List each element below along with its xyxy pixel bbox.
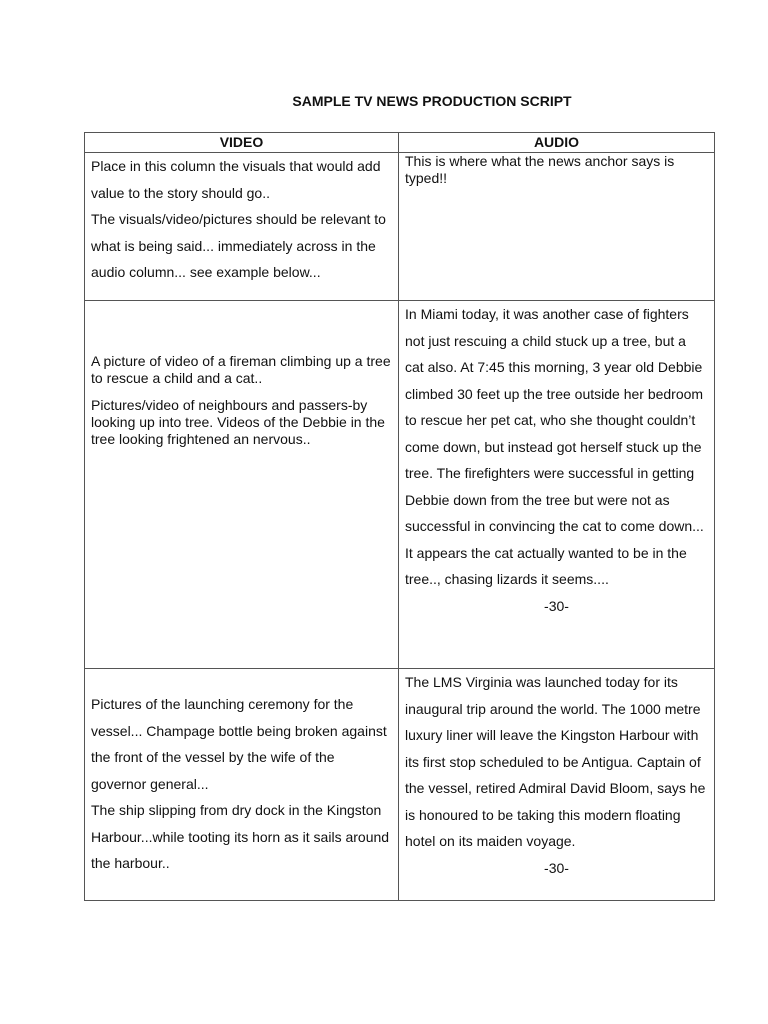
end-marker: -30- xyxy=(544,597,569,614)
page-title: SAMPLE TV NEWS PRODUCTION SCRIPT xyxy=(292,93,572,109)
audio-text: In Miami today, it was another case of fighters not just rescuing a child stuck up a tree, but a cat also. At 7:45 this morning, 3 year old Debbie climbed 30 feet up the tree outside her bedroom to rescue her pet cat, who she thought couldn’t come down, but instead got herself stuck up the tree. The firefighters were successful in getting Debbie down from the tree but were not as successful in convincing the cat to come down... It appears the cat actually wanted to be in the tree.., chasing lizards it seems.... xyxy=(405,306,704,587)
header-row xyxy=(85,133,715,153)
video-text: The visuals/video/pictures should be relevant to what is being said... immediately across in the audio column... see example below... xyxy=(91,211,386,280)
video-text: A picture of video of a fireman climbing up a tree to rescue a child and a cat.. xyxy=(91,353,391,386)
table-row xyxy=(85,669,715,901)
video-text: The ship slipping from dry dock in the Kingston Harbour...while tooting its horn as it sails around the harbour.. xyxy=(91,802,390,871)
end-marker: -30- xyxy=(544,859,569,876)
video-text: Pictures/video of neighbours and passers-by looking up into tree. Videos of the Debbie in the tree looking frightened an nervous.. xyxy=(91,397,385,447)
video-cell xyxy=(85,669,399,901)
audio-text: The LMS Virginia was launched today for its inaugural trip around the world. The 1000 metre luxury liner will leave the Kingston Harbour with its first stop scheduled to be Antigua. Captain of the vessel, retired Admiral David Bloom, says he is honoured to be taking this modern floating hotel on its maiden voyage. xyxy=(405,674,706,849)
video-text: Place in this column the visuals that would add value to the story should go.. xyxy=(91,158,381,201)
table-row xyxy=(85,153,715,301)
table-row xyxy=(85,301,715,669)
audio-cell xyxy=(399,669,715,901)
audio-cell xyxy=(399,153,715,301)
script-table xyxy=(84,132,715,901)
video-column-header: VIDEO xyxy=(85,133,399,153)
video-text: Pictures of the launching ceremony for the vessel... Champage bottle being broken against the front of the vessel by the wife of the governor general... xyxy=(91,696,387,792)
video-cell xyxy=(85,301,399,669)
video-cell xyxy=(85,153,399,301)
audio-text: This is where what the news anchor says is typed!! xyxy=(405,153,675,186)
audio-cell xyxy=(399,301,715,669)
audio-column-header: AUDIO xyxy=(399,133,715,153)
